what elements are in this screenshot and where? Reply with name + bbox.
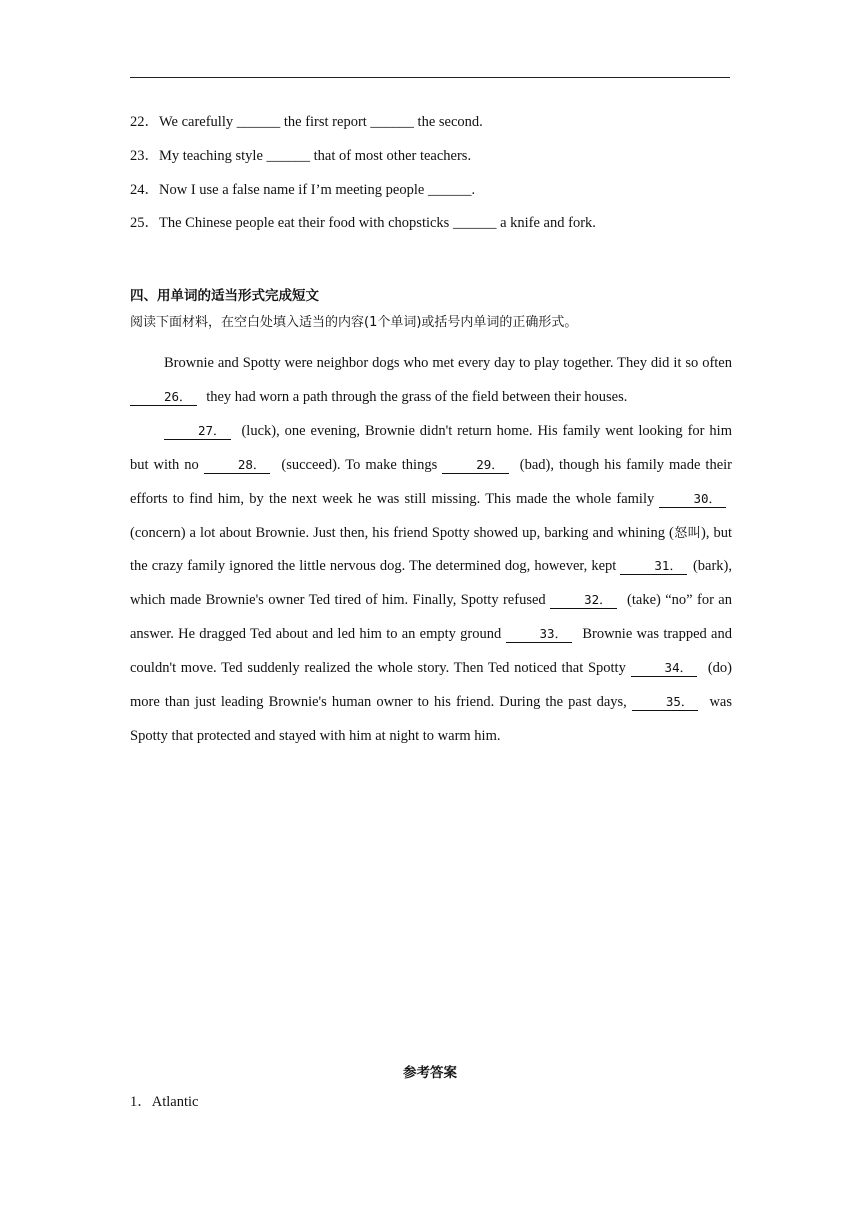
question-text: We carefully ______ the first report ______ the second. (159, 114, 483, 130)
answer-text: Atlantic (151, 1094, 199, 1110)
passage-text: (take) “no” for an answer. He dragged Ted about and led him to an empty ground (130, 592, 732, 643)
blank-35[interactable]: 35． (632, 694, 699, 711)
passage-text: ), but the crazy family ignored the little nervous dog. The determined dog, however, kept (130, 524, 732, 575)
passage-text: (luck), one evening, Brownie didn't return home. His family went looking for him but with no (130, 422, 732, 473)
section-instruction: 阅读下面材料，在空白处填入适当的内容(1个单词)或括号内单词的正确形式。 (130, 315, 578, 330)
blank-27[interactable]: 27． (164, 423, 231, 440)
passage-text: (do) more than just leading Brownie's human owner to his friend. During the past days, (130, 660, 732, 711)
blank-29[interactable]: 29． (442, 457, 509, 474)
answer-number: 1． (130, 1094, 152, 1110)
passage-text: was Spotty that protected and stayed with him at night to warm him. (130, 694, 732, 744)
chinese-gloss: 怒叫 (673, 525, 701, 541)
answer-key-title: 参考答案 (403, 1065, 457, 1081)
header-rule (130, 77, 730, 78)
question-24 (130, 180, 475, 200)
passage-text: Brownie and Spotty were neighbor dogs who met every day to play together. They did it so often (164, 355, 732, 371)
blank-28[interactable]: 28． (204, 457, 271, 474)
question-text: My teaching style ______ that of most other teachers. (159, 148, 472, 164)
blank-31[interactable]: 31． (620, 558, 687, 575)
question-number: 25． (130, 215, 159, 231)
question-text: The Chinese people eat their food with chopsticks ______ a knife and fork. (159, 215, 596, 231)
passage-text: (bad), though his family made their efforts to find him, by the next week he was still missing. This made the whole family (130, 456, 733, 507)
question-25 (130, 213, 596, 233)
question-number: 22． (130, 114, 159, 130)
question-text: Now I use a false name if I’m meeting people ______. (159, 182, 476, 198)
question-23 (130, 146, 471, 166)
passage-text: Brownie was trapped and couldn't move. Ted suddenly realized the whole story. Then Ted noticed that Spotty (130, 626, 732, 677)
passage-paragraph-1 (130, 347, 732, 415)
passage-text: they had worn a path through the grass of the field between their houses. (202, 388, 628, 405)
section-title: 四、用单词的适当形式完成短文 (130, 288, 319, 304)
question-22 (130, 112, 483, 132)
passage-paragraph-2 (130, 415, 732, 754)
blank-34[interactable]: 34． (631, 660, 698, 677)
blank-33[interactable]: 33． (506, 626, 573, 643)
question-number: 24． (130, 182, 159, 198)
blank-30[interactable]: 30． (659, 491, 726, 508)
passage-text: (succeed). To make things (276, 456, 443, 473)
passage-text: (concern) a lot about Brownie. Just then, his friend Spotty showed up, barking and whining ( (130, 524, 674, 541)
blank-26[interactable]: 26． (130, 389, 197, 406)
answer-item (130, 1092, 198, 1112)
passage (130, 347, 732, 754)
blank-32[interactable]: 32． (550, 592, 617, 609)
passage-text: (bark), which made Brownie's owner Ted tired of him. Finally, Spotty refused (130, 558, 732, 609)
question-number: 23． (130, 148, 159, 164)
